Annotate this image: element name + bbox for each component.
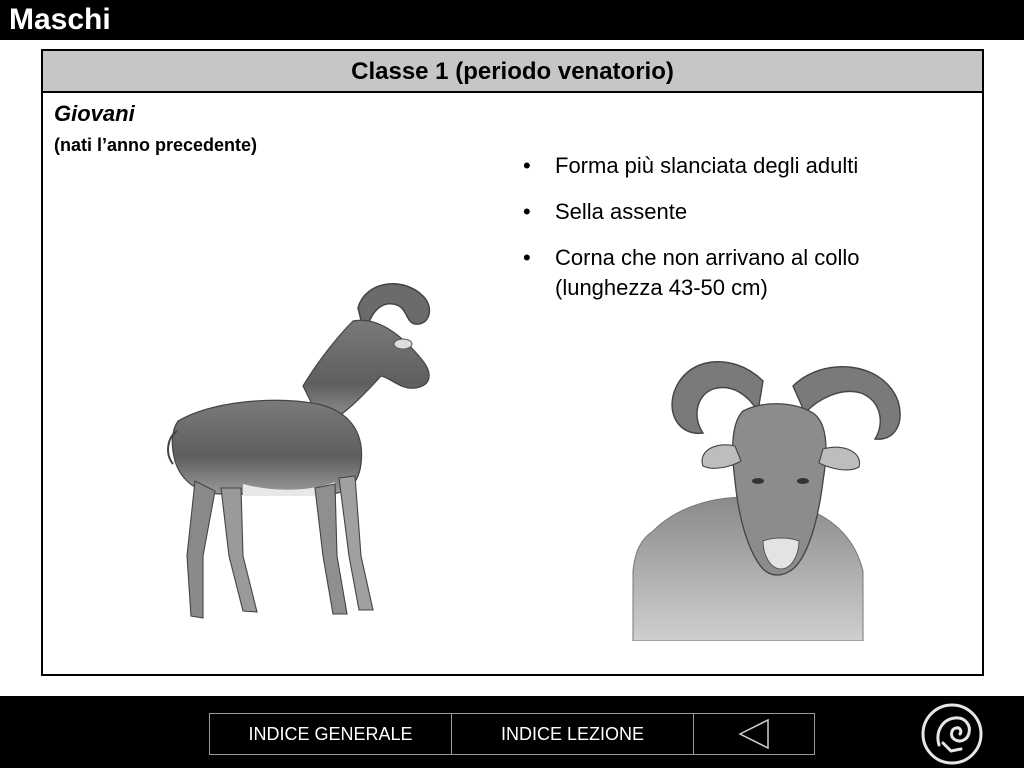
mouflon-logo-icon (921, 703, 983, 765)
navigation-bar (209, 713, 815, 755)
bullet-icon: • (523, 245, 531, 270)
bullet-icon: • (523, 199, 531, 224)
feature-list (513, 151, 953, 319)
top-bar (0, 0, 1024, 40)
list-item-text: Forma più slanciata degli adulti (555, 153, 859, 178)
panel-heading: Classe 1 (periodo venatorio) (351, 58, 674, 85)
back-button[interactable] (694, 714, 814, 754)
panel-header (43, 51, 982, 93)
mouflon-head-illustration (613, 341, 903, 641)
content-panel (41, 49, 984, 676)
bullet-icon: • (523, 153, 531, 178)
mouflon-body-illustration (103, 226, 503, 636)
general-index-button[interactable]: INDICE GENERALE (210, 714, 452, 754)
list-item-text: Corna che non arrivano al collo (lunghezza 43-50 cm) (555, 245, 860, 300)
list-item (513, 243, 953, 303)
subtitle-note: (nati l’anno precedente) (54, 135, 258, 155)
subtitle: Giovani (54, 101, 135, 126)
list-item (513, 197, 953, 227)
triangle-left-icon (737, 717, 771, 751)
list-item (513, 151, 953, 181)
page-title: Maschi (9, 3, 111, 36)
list-item-text: Sella assente (555, 199, 688, 224)
lesson-index-button[interactable]: INDICE LEZIONE (452, 714, 694, 754)
